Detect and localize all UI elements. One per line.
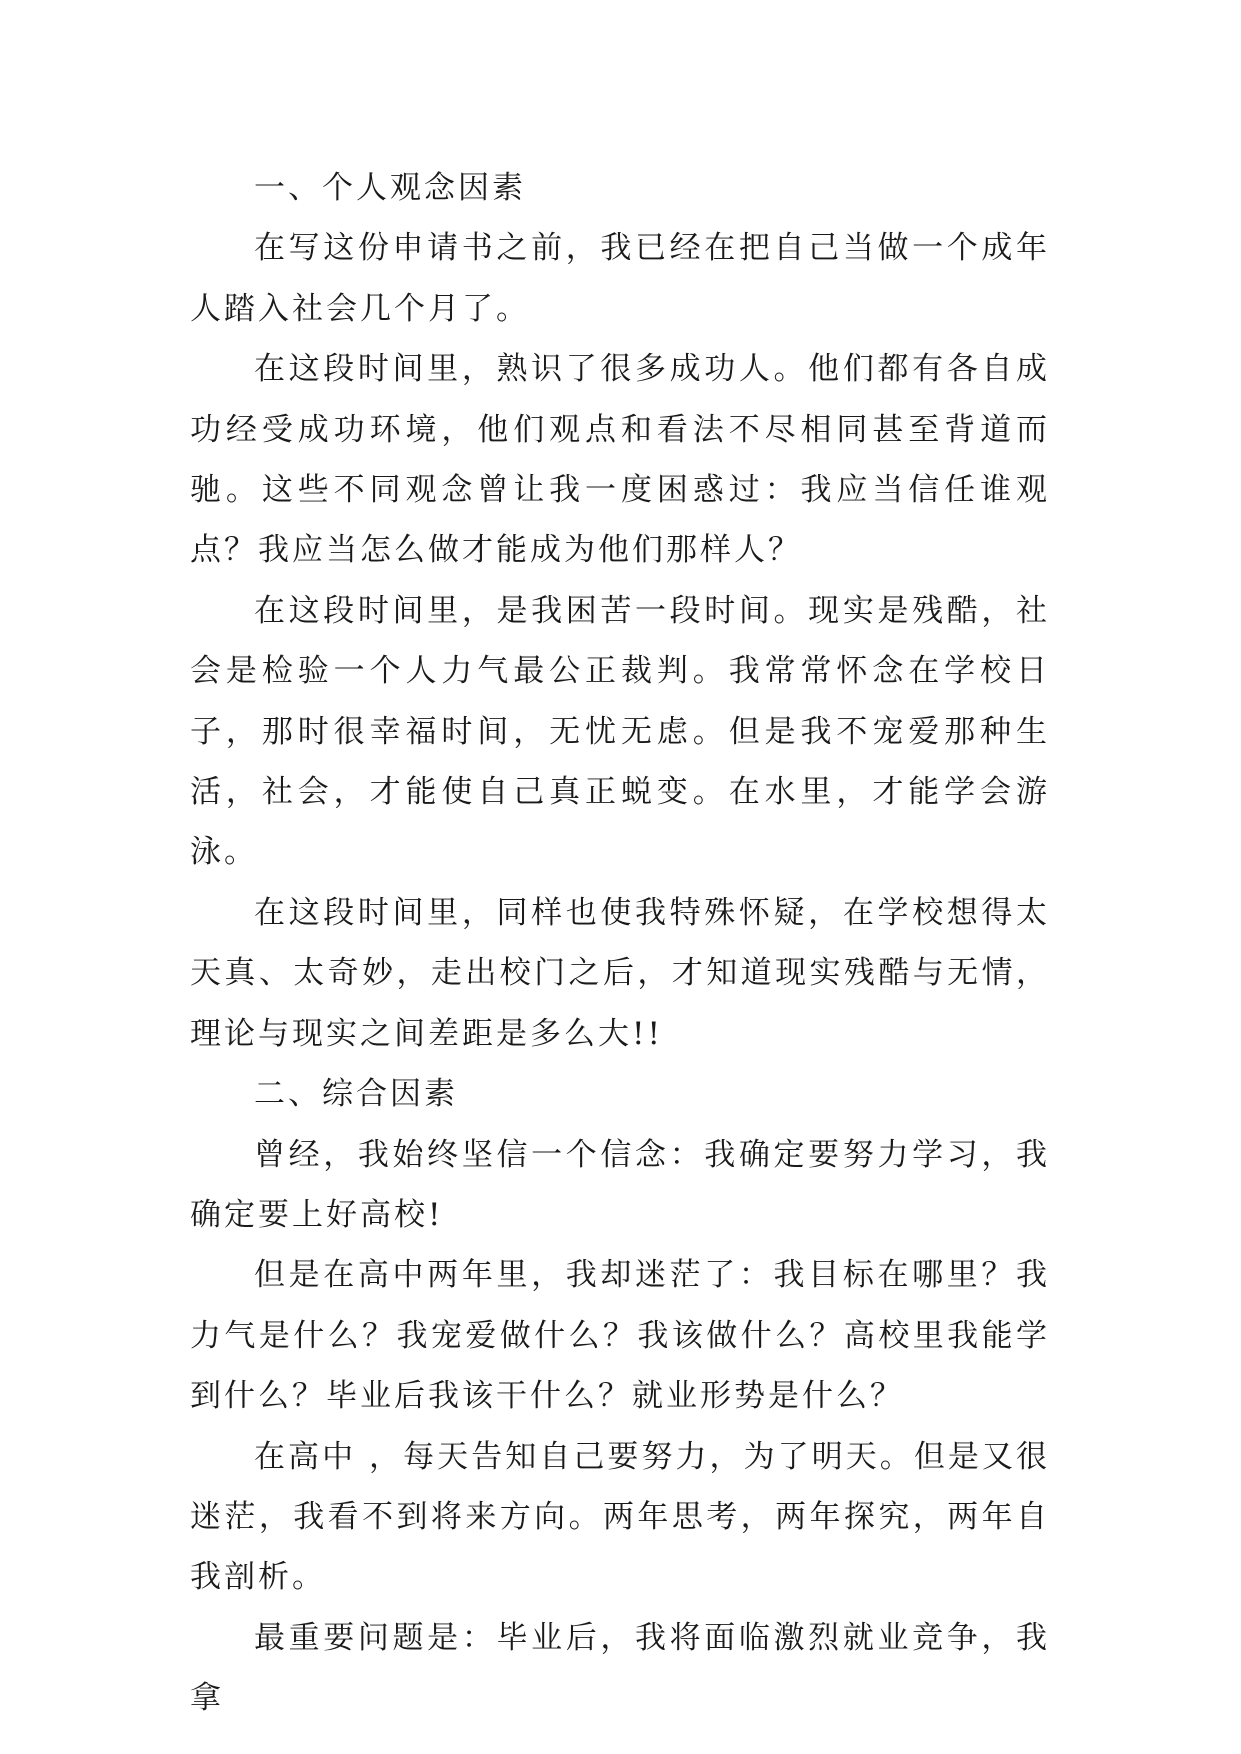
section-heading-1: 一、个人观念因素 xyxy=(254,170,526,206)
body-paragraph: 曾经，我始终坚信一个信念：我确定要努力学习，我确定要上好高校! xyxy=(190,1136,1050,1233)
body-paragraph: 在写这份申请书之前，我已经在把自己当做一个成年人踏入社会几个月了。 xyxy=(190,230,1050,327)
body-paragraph: 在这段时间里，熟识了很多成功人。他们都有各自成功经受成功环境，他们观点和看法不尽相同甚至背道而驰。这些不同观念曾让我一度困惑过：我应当信任谁观点？我应当怎么做才能成为他们那样人？ xyxy=(190,351,1050,569)
body-paragraph: 在高中 ，每天告知自己要努力，为了明天。但是又很迷茫，我看不到将来方向。两年思考，两年探究，两年自我剖析。 xyxy=(190,1438,1050,1596)
body-paragraph: 在这段时间里，是我困苦一段时间。现实是残酷，社会是检验一个人力气最公正裁判。我常常怀念在学校日子，那时很幸福时间，无忧无虑。但是我不宠爱那种生活，社会，才能使自己真正蜕变。在水里，才能学会游泳。 xyxy=(190,592,1050,871)
section-heading-2: 二、综合因素 xyxy=(254,1076,458,1113)
body-paragraph: 在这段时间里，同样也使我特殊怀疑，在学校想得太天真、太奇妙，走出校门之后，才知道现实残酷与无情，理论与现实之间差距是多么大!! xyxy=(190,894,1050,1052)
document-body xyxy=(190,158,1050,1729)
body-paragraph: 最重要问题是：毕业后，我将面临激烈就业竞争，我拿 xyxy=(190,1619,1050,1717)
body-paragraph: 但是在高中两年里，我却迷茫了：我目标在哪里？我力气是什么？我宠爱做什么？我该做什么？高校里我能学到什么？毕业后我该干什么？就业形势是什么？ xyxy=(190,1257,1050,1415)
